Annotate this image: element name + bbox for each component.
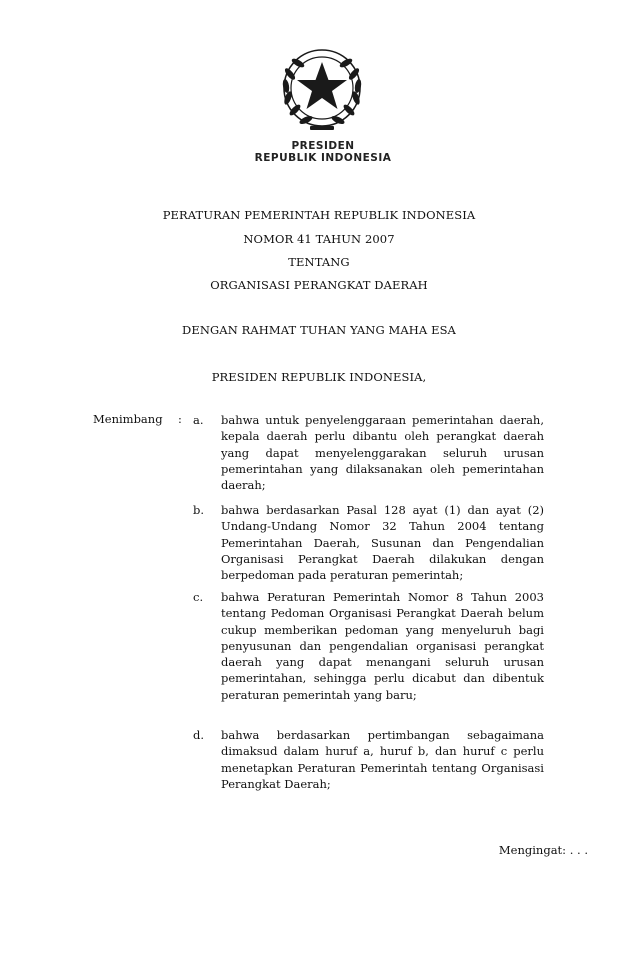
item-text: bahwa untuk penyelenggaraan pemerintahan daerah, kepala daerah perlu dibantu oleh perangkat daerah yang dapat menyelenggarakan seluruh urusan pemerintahan yang dilaksanakan oleh pemerintahan daerah; bbox=[221, 413, 544, 493]
seal-line-president: PRESIDEN bbox=[291, 140, 355, 152]
item-letter: b. bbox=[193, 503, 205, 517]
item-text: bahwa Peraturan Pemerintah Nomor 8 Tahun 2003 tentang Pedoman Organisasi Perangkat Daerah belum cukup memberikan pedoman yang menyeluruh bagi penyusunan dan pengendalian organisasi perangkat daerah yang dapat menangani seluruh urusan pemerintahan, sehingga perlu dicabut dan dibentuk peraturan pemerintah yang baru; bbox=[221, 590, 544, 702]
item-text: bahwa berdasarkan pertimbangan sebagaimana dimaksud dalam huruf a, huruf b, dan huruf c perlu menetapkan Peraturan Pemerintah tentang Organisasi Perangkat Daerah; bbox=[221, 728, 544, 791]
issuer-line: PRESIDEN REPUBLIK INDONESIA, bbox=[211, 370, 427, 384]
blessing-line: DENGAN RAHMAT TUHAN YANG MAHA ESA bbox=[182, 323, 456, 337]
continuation-note: Mengingat: . . . bbox=[498, 843, 588, 857]
state-emblem-icon bbox=[270, 40, 374, 140]
item-text: bahwa berdasarkan Pasal 128 ayat (1) dan ayat (2) Undang-Undang Nomor 32 Tahun 2004 tentang Pemerintahan Daerah, Susunan dan Pengendalian Organisasi Perangkat Daerah dilakukan dengan berpedoman pada peraturan pemerintah; bbox=[221, 503, 544, 583]
considering-label: Menimbang bbox=[93, 412, 163, 426]
regulation-number: NOMOR 41 TAHUN 2007 bbox=[243, 232, 395, 246]
regulation-title: PERATURAN PEMERINTAH REPUBLIK INDONESIA bbox=[162, 208, 476, 222]
regulation-about: TENTANG bbox=[288, 255, 350, 269]
regulation-subject: ORGANISASI PERANGKAT DAERAH bbox=[210, 278, 428, 292]
item-letter: a. bbox=[193, 413, 204, 427]
item-letter: d. bbox=[193, 728, 205, 742]
item-letter: c. bbox=[193, 590, 204, 604]
seal-line-republic: REPUBLIK INDONESIA bbox=[254, 152, 392, 164]
considering-colon: : bbox=[178, 412, 182, 426]
